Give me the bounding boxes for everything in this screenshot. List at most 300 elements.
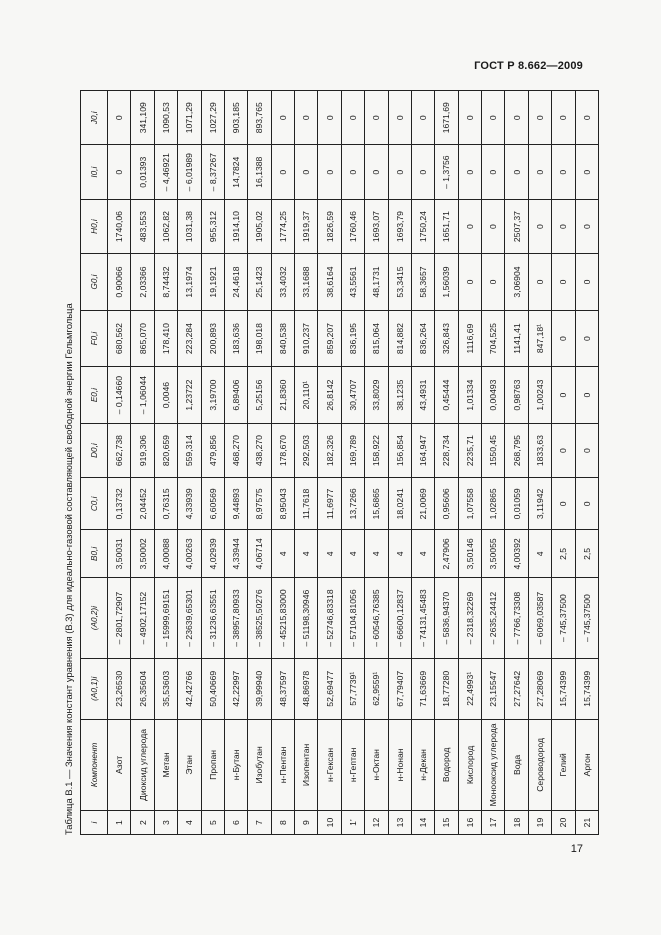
table-cell: 4,02939 [201,530,224,578]
table-cell: 71,63669 [411,658,434,719]
component-cell: Изопентан [295,719,318,810]
table-cell: 2,47906 [435,530,458,578]
table-cell: – 38957,80933 [224,578,247,658]
table-cell: – 38525,50276 [248,578,271,658]
table-cell: 20 [552,811,575,835]
table-cell: 43,5561 [341,254,364,311]
table-cell: 4 [411,530,434,578]
table-cell: 4 [178,811,201,835]
table-cell: 9 [295,811,318,835]
table-cell: 67,79407 [388,658,411,719]
table-cell: 0,76315 [154,478,177,530]
table-cell: 2,5 [575,530,599,578]
table-cell: 479,856 [201,423,224,477]
table-cell: – 8,37267 [201,145,224,199]
table-row [388,91,411,835]
table-cell: 268,795 [505,423,528,477]
table-cell: – 23639,65301 [178,578,201,658]
table-cell: 4 [271,530,294,578]
table-cell: 0 [271,91,294,146]
table-cell: – 66600,12837 [388,578,411,658]
table-cell: 16,1388 [248,145,271,199]
table-cell: 910,237 [295,310,318,367]
table-row [318,91,341,835]
table-cell: 0 [458,145,481,199]
table-cell: 228,734 [435,423,458,477]
table-cell: 4 [341,530,364,578]
table-cell: 13,7266 [341,478,364,530]
column-header: H0,i [81,199,108,253]
table-cell: 13 [388,811,411,835]
table-cell: 19 [528,811,551,835]
table-row [154,91,177,835]
table-cell: 0 [552,478,575,530]
component-cell: Азот [108,719,131,810]
table-cell: 0 [575,367,599,424]
table-cell: 4,06714 [248,530,271,578]
table-cell: – 6,01989 [178,145,201,199]
table-row [108,91,131,835]
component-cell: н-Бутан [224,719,247,810]
table-row [131,91,154,835]
component-cell: Пропан [201,719,224,810]
table-header-row [81,91,108,835]
table-cell: 38,6164 [318,254,341,311]
table-cell: 4,00263 [178,530,201,578]
table-row [575,91,599,835]
table-cell: 1671,69 [435,91,458,146]
table-cell: 12 [365,811,388,835]
table-cell: 1141,41 [505,310,528,367]
table-row [435,91,458,835]
column-header: I0,i [81,145,108,199]
table-cell: 48,86978 [295,658,318,719]
table-cell: – 7766,73308 [505,578,528,658]
table-cell: – 2801,72907 [108,578,131,658]
table-cell: 62,9559¹ [365,658,388,719]
table-row [201,91,224,835]
table-cell: 3,50002 [131,530,154,578]
table-cell: 7 [248,811,271,835]
table-cell: 1693,07 [365,199,388,253]
table-cell: 0 [271,145,294,199]
column-header: B0,i [81,530,108,578]
table-cell: 0 [388,91,411,146]
table-cell: 11,7618 [295,478,318,530]
table-cell: 0 [365,145,388,199]
table-cell: 50,40669 [201,658,224,719]
table-cell: 14 [411,811,434,835]
table-cell: 2507,37 [505,199,528,253]
table-cell: 0 [552,367,575,424]
table-row [528,91,551,835]
component-cell: н-Гептан [341,719,364,810]
table-cell: 6 [224,811,247,835]
column-header: (A0,1)i [81,658,108,719]
table-cell: 0 [552,199,575,253]
table-cell: 24,4618 [224,254,247,311]
column-header: D0,i [81,423,108,477]
table-cell: 0 [458,91,481,146]
table-cell: – 4902,17152 [131,578,154,658]
table-cell: 0 [341,91,364,146]
column-header: i [81,811,108,835]
table-cell: 2,5 [552,530,575,578]
rotated-table-block [58,90,599,835]
table-cell: 1,07558 [458,478,481,530]
table-cell: 0,98763 [505,367,528,424]
component-cell: н-Пентан [271,719,294,810]
table-cell: 15,74399 [552,658,575,719]
table-cell: 0,00493 [482,367,505,424]
component-cell: Вода [505,719,528,810]
table-cell: 33,1688 [295,254,318,311]
table-cell: 2235,71 [458,423,481,477]
table-cell: 8,95043 [271,478,294,530]
table-cell: 1833,63 [528,423,551,477]
column-header: E0,i [81,367,108,424]
table-cell: – 45215,83000 [271,578,294,658]
table-cell: 1062,82 [154,199,177,253]
table-cell: 1 [108,811,131,835]
table-cell: 0 [575,91,599,146]
table-row [341,91,364,835]
table-cell: 4 [318,530,341,578]
table-body [108,91,599,835]
table-cell: 859,207 [318,310,341,367]
table-cell: – 1,06044 [131,367,154,424]
table-cell: – 4,46921 [154,145,177,199]
table-cell: 1693,79 [388,199,411,253]
table-cell: 326,843 [435,310,458,367]
table-cell: 15,6865 [365,478,388,530]
table-cell: 847,18¹ [528,310,551,367]
table-cell: 1914,10 [224,199,247,253]
table-cell: 27,27642 [505,658,528,719]
table-cell: 1,01334 [458,367,481,424]
table-cell: 0 [528,199,551,253]
table-cell: 0 [458,199,481,253]
table-cell: 1919,37 [295,199,318,253]
table-cell: 0 [528,254,551,311]
table-cell: – 2318,32269 [458,578,481,658]
table-cell: 814,882 [388,310,411,367]
table-cell: 35,53603 [154,658,177,719]
table-cell: 42,42766 [178,658,201,719]
table-cell: 0 [295,145,318,199]
table-cell: 1,56039 [435,254,458,311]
table-row [365,91,388,835]
table-cell: 6,89406 [224,367,247,424]
table-cell: 1,23722 [178,367,201,424]
table-cell: 223,284 [178,310,201,367]
table-cell: 18,0241 [388,478,411,530]
table-row [505,91,528,835]
table-cell: 4,00392 [505,530,528,578]
table-cell: 4 [528,530,551,578]
table-cell: 53,3415 [388,254,411,311]
component-cell: Сероводород [528,719,551,810]
table-cell: – 745,37500 [575,578,599,658]
table-cell: 8,74432 [154,254,177,311]
table-cell: 0 [365,91,388,146]
component-cell: Диоксид углерода [131,719,154,810]
table-cell: 18,77280 [435,658,458,719]
table-row [178,91,201,835]
table-cell: 11,6977 [318,478,341,530]
table-cell: 22,4993¹ [458,658,481,719]
table-cell: 15 [435,811,458,835]
table-cell: 1760,46 [341,199,364,253]
table-cell: 0 [552,423,575,477]
table-cell: 1116,69 [458,310,481,367]
table-cell: 438,270 [248,423,271,477]
table-cell: 4 [295,530,318,578]
page-number: 17 [570,843,583,855]
table-cell: 3,50031 [108,530,131,578]
table-cell: 662,738 [108,423,131,477]
table-cell: 5,25156 [248,367,271,424]
component-cell: н-Декан [411,719,434,810]
table-cell: 1750,24 [411,199,434,253]
table-cell: 4 [365,530,388,578]
table-cell: 1826,59 [318,199,341,253]
table-cell: 3,50055 [482,530,505,578]
table-cell: 4,00088 [154,530,177,578]
component-cell: Гелий [552,719,575,810]
table-cell: 26,8142 [318,367,341,424]
table-cell: 1774,25 [271,199,294,253]
table-cell: 58,3657 [411,254,434,311]
table-cell: 6,60569 [201,478,224,530]
table-cell: – 745,37500 [552,578,575,658]
table-cell: 1071,29 [178,91,201,146]
table-cell: 0,01393 [131,145,154,199]
table-cell: 1031,38 [178,199,201,253]
table-cell: – 31236,63551 [201,578,224,658]
table-cell: 30,4707 [341,367,364,424]
table-cell: 23,26530 [108,658,131,719]
column-header: J0,i [81,91,108,146]
table-cell: 1905,02 [248,199,271,253]
table-cell: 0 [318,91,341,146]
table-cell: 0,13732 [108,478,131,530]
table-cell: 1550,45 [482,423,505,477]
table-cell: 483,553 [131,199,154,253]
table-cell: 25,1423 [248,254,271,311]
table-cell: 0 [411,91,434,146]
table-cell: 2,03366 [131,254,154,311]
table-cell: 0 [505,91,528,146]
table-cell: – 5836,94370 [435,578,458,658]
table-cell: 893,765 [248,91,271,146]
table-cell: 0 [482,199,505,253]
component-cell: н-Октан [365,719,388,810]
table-cell: 178,410 [154,310,177,367]
table-cell: 840,538 [271,310,294,367]
component-cell: Водород [435,719,458,810]
table-cell: 820,659 [154,423,177,477]
table-cell: 0 [411,145,434,199]
table-cell: 0 [318,145,341,199]
table-cell: 0 [388,145,411,199]
table-cell: 183,636 [224,310,247,367]
table-cell: 1090,53 [154,91,177,146]
column-header: F0,i [81,310,108,367]
table-cell: 0,95606 [435,478,458,530]
table-cell: 0 [482,91,505,146]
component-cell: Этан [178,719,201,810]
table-cell: 27,28069 [528,658,551,719]
table-cell: 0 [552,310,575,367]
component-cell: Метан [154,719,177,810]
table-cell: 1651,71 [435,199,458,253]
table-cell: 1027,29 [201,91,224,146]
table-cell: 0 [295,91,318,146]
table-cell: 33,8029 [365,367,388,424]
table-cell: 0 [552,91,575,146]
constants-table [80,90,599,835]
table-cell: – 51198,30946 [295,578,318,658]
table-cell: 468,270 [224,423,247,477]
table-cell: 48,1731 [365,254,388,311]
table-cell: 39,99940 [248,658,271,719]
table-cell: – 6069,03587 [528,578,551,658]
table-cell: 10 [318,811,341,835]
table-cell: 4,33939 [178,478,201,530]
table-cell: 836,264 [411,310,434,367]
table-cell: 15,74399 [575,658,599,719]
table-cell: 156,854 [388,423,411,477]
component-cell: Изобутан [248,719,271,810]
component-cell: Аргон [575,719,599,810]
table-cell: 0 [341,145,364,199]
table-row [271,91,294,835]
table-cell: 57,7739¹ [341,658,364,719]
table-cell: 158,922 [365,423,388,477]
table-cell: 5 [201,811,224,835]
table-cell: 38,1235 [388,367,411,424]
table-cell: 33,4032 [271,254,294,311]
table-cell: 0 [108,91,131,146]
table-cell: – 1,3756 [435,145,458,199]
table-cell: 3,06904 [505,254,528,311]
table-row [295,91,318,835]
table-cell: 3,11942 [528,478,551,530]
table-cell: 2 [131,811,154,835]
table-cell: 16 [458,811,481,835]
table-cell: 903,185 [224,91,247,146]
table-cell: 8,97575 [248,478,271,530]
table-cell: 919,306 [131,423,154,477]
table-cell: 680,562 [108,310,131,367]
table-cell: 292,503 [295,423,318,477]
component-cell: н-Нонан [388,719,411,810]
table-row [224,91,247,835]
table-cell: 1740,06 [108,199,131,253]
table-cell: 200,893 [201,310,224,367]
table-cell: 0 [482,145,505,199]
table-cell: 42,22997 [224,658,247,719]
table-cell: 836,195 [341,310,364,367]
table-cell: – 0,14660 [108,367,131,424]
table-cell: 182,326 [318,423,341,477]
table-cell: – 52746,83318 [318,578,341,658]
table-cell: 0,01059 [505,478,528,530]
table-row [482,91,505,835]
table-cell: 0,45444 [435,367,458,424]
table-cell: 21 [575,811,599,835]
table-cell: 1,02865 [482,478,505,530]
table-cell: 18 [505,811,528,835]
table-cell: 17 [482,811,505,835]
table-cell: 865,070 [131,310,154,367]
column-header: G0,i [81,254,108,311]
table-cell: 2,04452 [131,478,154,530]
table-cell: 0 [108,145,131,199]
table-cell: 13,1974 [178,254,201,311]
table-cell: 21,0069 [411,478,434,530]
table-cell: 21,8360 [271,367,294,424]
table-cell: 0 [575,199,599,253]
column-header: Компонент [81,719,108,810]
table-cell: 0 [575,254,599,311]
table-cell: 0 [528,91,551,146]
table-cell: 0 [552,145,575,199]
table-cell: 43,4931 [411,367,434,424]
table-cell: 0 [552,254,575,311]
table-cell: – 60546,76385 [365,578,388,658]
table-cell: 0 [575,310,599,367]
table-cell: 0 [528,145,551,199]
table-cell: 955,312 [201,199,224,253]
table-cell: 0 [458,254,481,311]
component-cell: Монооксид углерода [482,719,505,810]
table-caption: Таблица В.1 — Значения констант уравнения (В.3) для идеально-газовой составляющей свободной энергии Гельмгольца [63,303,74,835]
table-row [552,91,575,835]
table-cell: 178,670 [271,423,294,477]
table-cell: 3,50146 [458,530,481,578]
table-cell: – 15999,69151 [154,578,177,658]
table-cell: – 2635,24412 [482,578,505,658]
table-cell: 14,7824 [224,145,247,199]
table-cell: 3 [154,811,177,835]
table-cell: 1’ [341,811,364,835]
table-cell: 0 [575,478,599,530]
table-cell: 48,37597 [271,658,294,719]
document-code: ГОСТ Р 8.662—2009 [474,60,583,72]
component-cell: Кислород [458,719,481,810]
table-cell: 4,33944 [224,530,247,578]
table-cell: 4 [388,530,411,578]
table-cell: 20,110¹ [295,367,318,424]
table-cell: 815,064 [365,310,388,367]
table-cell: 0,90066 [108,254,131,311]
table-cell: 3,19700 [201,367,224,424]
table-cell: 0 [575,423,599,477]
column-header: C0,i [81,478,108,530]
table-cell: 0 [575,145,599,199]
table-cell: 704,525 [482,310,505,367]
table-cell: 52,69477 [318,658,341,719]
table-cell: – 57104,81056 [341,578,364,658]
table-row [248,91,271,835]
table-cell: 19,1921 [201,254,224,311]
component-cell: н-Гексан [318,719,341,810]
table-cell: 1,00243 [528,367,551,424]
table-cell: 198,018 [248,310,271,367]
table-cell: 0 [505,145,528,199]
